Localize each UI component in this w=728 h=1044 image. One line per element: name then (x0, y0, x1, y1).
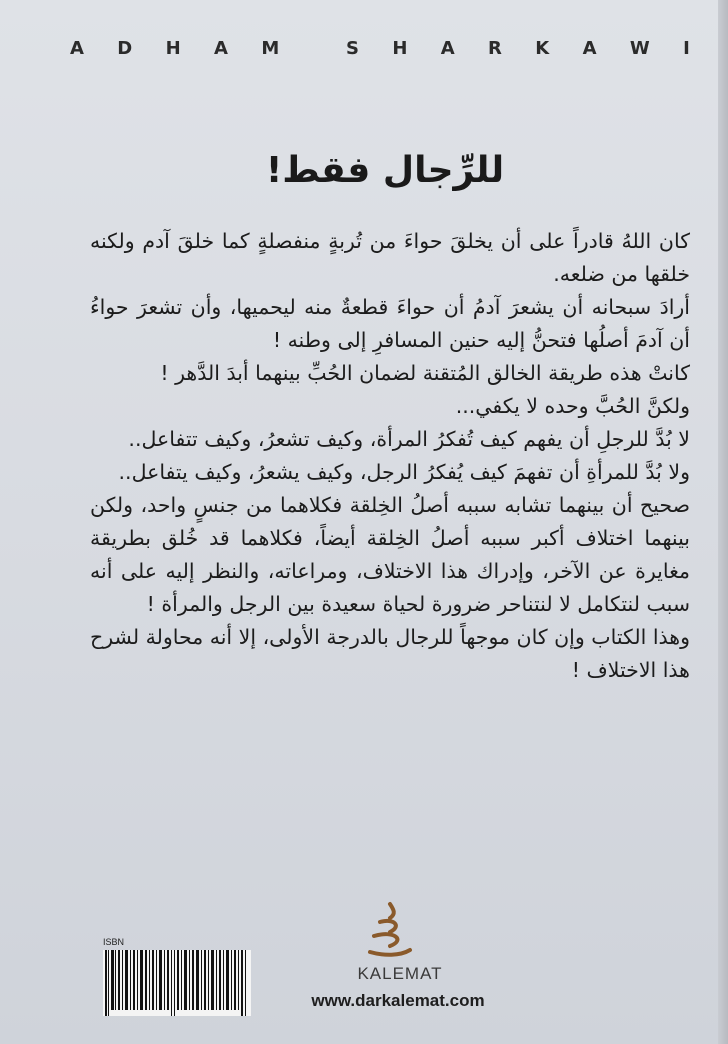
author-letter: S (345, 38, 359, 59)
blurb-paragraph: ولا بُدَّ للمرأةِ أن تفهمَ كيف يُفكرُ الرجل، وكيف يشعرُ، وكيف يتفاعل.. (118, 460, 690, 484)
kalemat-logo-icon (360, 900, 420, 960)
author-letter: W (629, 38, 650, 59)
publisher-website: www.darkalemat.com (311, 991, 485, 1010)
isbn-label: ISBN (103, 937, 125, 947)
author-letter: A (582, 38, 597, 59)
blurb-paragraph: كانتْ هذه طريقة الخالق المُتقنة لضمان الحُبِّ بينهما أبدَ الدَّهر ! (160, 361, 690, 385)
blurb-text (90, 225, 690, 687)
author-letter: H (392, 38, 408, 59)
author-letter: R (488, 38, 502, 59)
author-letter: I (683, 38, 690, 59)
author-letter: M (261, 38, 280, 59)
author-letter: H (165, 38, 181, 59)
author-letter: A (70, 38, 84, 59)
author-name (70, 38, 690, 59)
barcode-image (103, 950, 251, 1016)
author-letter: D (117, 38, 133, 59)
cover-edge (718, 0, 728, 1044)
book-title: للرِّجال فقط! (265, 150, 505, 191)
author-letter: A (440, 38, 455, 59)
blurb-paragraph: وهذا الكتاب وإن كان موجهاً للرجال بالدرجة الأولى، إلا أنه محاولة لشرح هذا الاختلاف ! (90, 625, 690, 682)
author-letter: K (535, 38, 550, 59)
blurb-paragraph: أرادَ سبحانه أن يشعرَ آدمُ أن حواءَ قطعةٌ منه ليحميها، وأن تشعرَ حواءُ أن آدمَ أصلُها فتحنُّ إليه حنين المسافرِ إلى وطنه ! (90, 295, 690, 352)
blurb-paragraph: كان اللهُ قادراً على أن يخلقَ حواءَ من تُربةٍ منفصلةٍ كما خلقَ آدم ولكنه خلقها من ضلعه. (90, 229, 690, 286)
blurb-paragraph: صحيح أن بينهما تشابه سببه أصلُ الخِلقة فكلاهما من جنسٍ واحد، ولكن بينهما اختلاف أكبر سببه أصلُ الخِلقة أيضاً، فكلاهما قد خُلق بطريقة مغايرة عن الآخر، وإدراك هذا الاختلاف، ومراعاته، والنظر إليه على أنه سبب لنتكامل لا لنتناحر ضرورة لحياة سعيدة بين الرجل والمرأة ! (90, 493, 690, 616)
publisher-name: KALEMAT (357, 964, 443, 983)
author-letter: A (214, 38, 228, 59)
blurb-paragraph: ولكنَّ الحُبَّ وحده لا يكفي... (455, 394, 690, 418)
blurb-paragraph: لا بُدَّ للرجلِ أن يفهم كيف تُفكرُ المرأة، وكيف تشعرُ، وكيف تتفاعل.. (128, 427, 690, 451)
